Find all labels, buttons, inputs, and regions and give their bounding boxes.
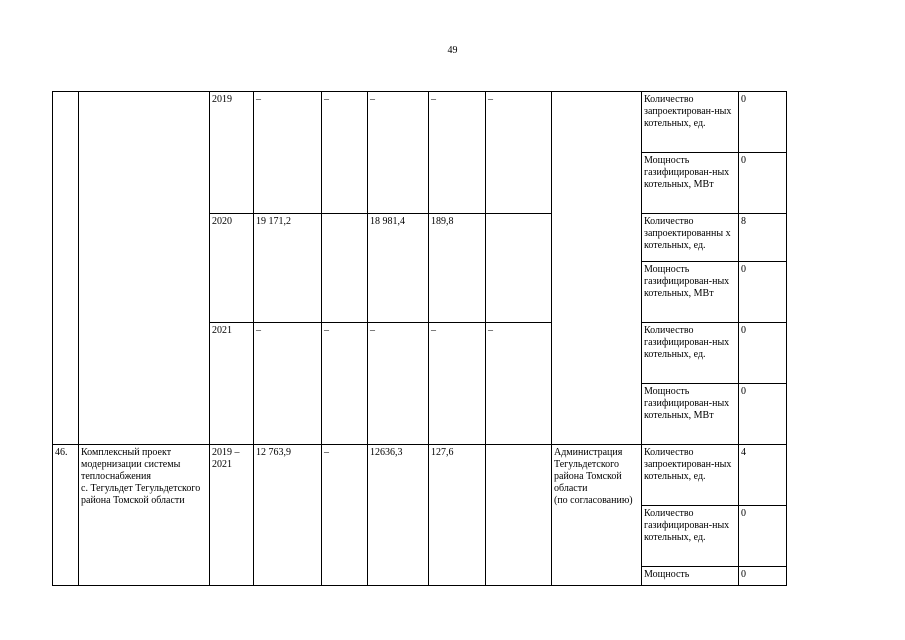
regional-cell: 12636,3 bbox=[368, 445, 429, 586]
local-cell: 127,6 bbox=[429, 445, 486, 586]
year-cell: 2019 bbox=[210, 92, 254, 214]
federal-cell: – bbox=[322, 323, 368, 445]
page-number: 49 bbox=[447, 45, 458, 56]
indicator-value-cell: 8 bbox=[739, 214, 787, 262]
project-name-cell bbox=[79, 92, 210, 445]
indicator-value-cell: 0 bbox=[739, 153, 787, 214]
other-cell: – bbox=[486, 323, 552, 445]
year-cell: 2021 bbox=[210, 323, 254, 445]
regional-cell: – bbox=[368, 92, 429, 214]
year-cell: 2019 – 2021 bbox=[210, 445, 254, 586]
local-cell: – bbox=[429, 92, 486, 214]
total-cell: 12 763,9 bbox=[254, 445, 322, 586]
item-number-cell bbox=[53, 92, 79, 445]
regional-cell: 18 981,4 bbox=[368, 214, 429, 323]
indicator-value-cell: 0 bbox=[739, 506, 787, 567]
project-name-cell: Комплексный проект модернизации системы теплоснабжения с. Тегульдет Тегульдетского района Томской области bbox=[79, 445, 210, 586]
total-cell: – bbox=[254, 323, 322, 445]
other-cell bbox=[486, 214, 552, 323]
table-row bbox=[53, 92, 787, 153]
indicator-value-cell: 0 bbox=[739, 567, 787, 586]
indicator-name-cell: Количество запроектирован-ных котельных, ед. bbox=[642, 92, 739, 153]
indicator-name-cell: Мощность газифицирован-ных котельных, МВт bbox=[642, 153, 739, 214]
indicator-name-cell: Количество запроектирован-ных котельных, ед. bbox=[642, 445, 739, 506]
year-cell: 2020 bbox=[210, 214, 254, 323]
total-cell: – bbox=[254, 92, 322, 214]
table-row bbox=[53, 445, 787, 506]
local-cell: – bbox=[429, 323, 486, 445]
federal-cell bbox=[322, 214, 368, 323]
item-number-cell: 46. bbox=[53, 445, 79, 586]
indicator-value-cell: 0 bbox=[739, 262, 787, 323]
other-cell bbox=[486, 445, 552, 586]
program-table bbox=[52, 91, 787, 586]
indicator-value-cell: 0 bbox=[739, 323, 787, 384]
indicator-name-cell: Мощность газифицирован-ных котельных, МВт bbox=[642, 384, 739, 445]
total-cell: 19 171,2 bbox=[254, 214, 322, 323]
local-cell: 189,8 bbox=[429, 214, 486, 323]
indicator-value-cell: 0 bbox=[739, 384, 787, 445]
indicator-name-cell: Количество газифицирован-ных котельных, ед. bbox=[642, 506, 739, 567]
indicator-name-cell: Мощность газифицирован-ных котельных, МВт bbox=[642, 262, 739, 323]
indicator-value-cell: 0 bbox=[739, 92, 787, 153]
other-cell: – bbox=[486, 92, 552, 214]
federal-cell: – bbox=[322, 92, 368, 214]
executor-cell bbox=[552, 92, 642, 445]
regional-cell: – bbox=[368, 323, 429, 445]
indicator-name-cell: Мощность bbox=[642, 567, 739, 586]
indicator-value-cell: 4 bbox=[739, 445, 787, 506]
executor-cell: Администрация Тегульдетского района Томской области (по согласованию) bbox=[552, 445, 642, 586]
indicator-name-cell: Количество газифицирован-ных котельных, ед. bbox=[642, 323, 739, 384]
indicator-name-cell: Количество запроектированны х котельных, ед. bbox=[642, 214, 739, 262]
federal-cell: – bbox=[322, 445, 368, 586]
